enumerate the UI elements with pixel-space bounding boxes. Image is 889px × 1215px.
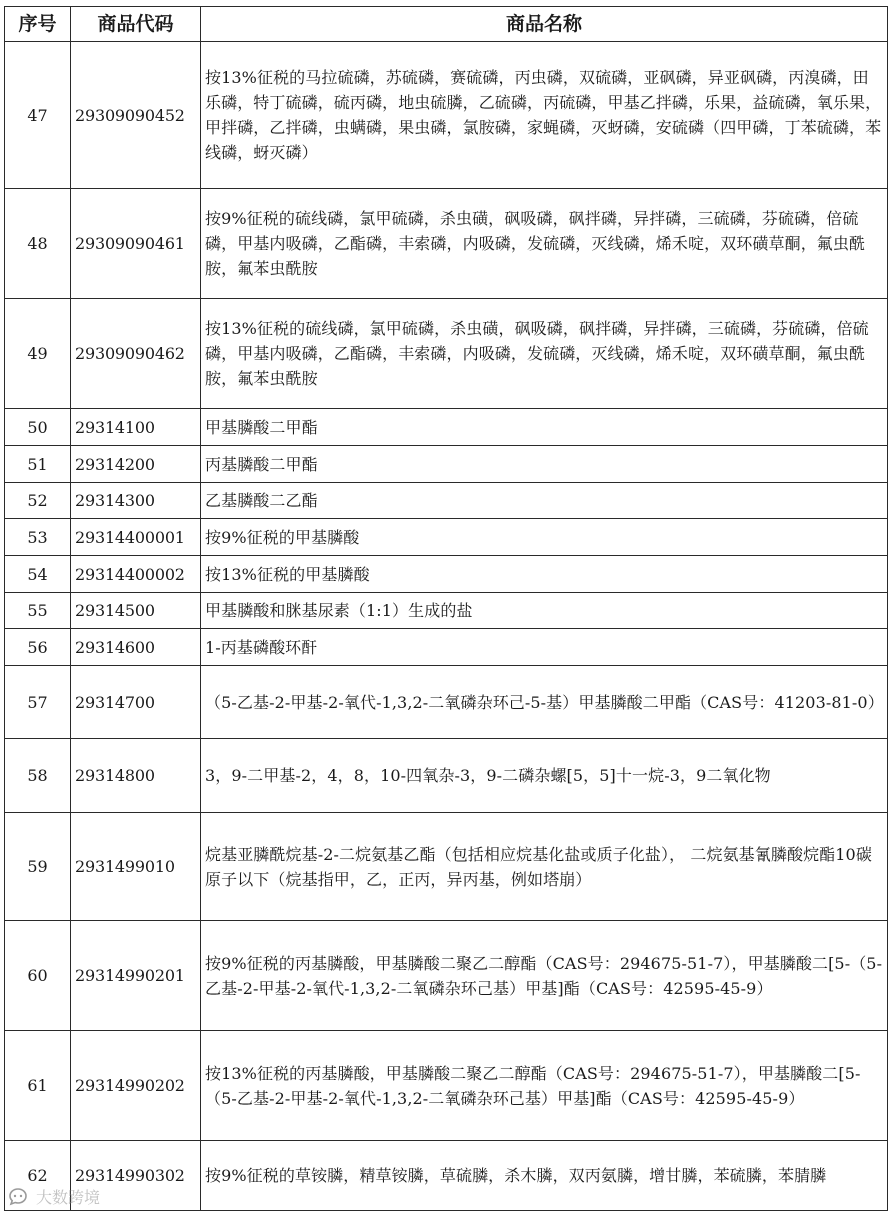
row-goods-code: 29309090462 xyxy=(71,299,201,409)
row-serial-number: 48 xyxy=(5,189,71,299)
row-goods-code: 2931499010 xyxy=(71,813,201,921)
row-goods-name: 按9%征税的丙基膦酸，甲基膦酸二聚乙二醇酯（CAS号：294675-51-7），甲基膦酸二[5-（5-乙基-2-甲基-2-氧代-1,3,2-二氧磷杂环己基）甲基]酯（CAS号：42595-45-9） xyxy=(201,921,888,1031)
row-goods-name: 1-丙基磷酸环酐 xyxy=(201,629,888,666)
watermark xyxy=(6,1184,100,1208)
table-row xyxy=(5,629,888,666)
row-serial-number: 49 xyxy=(5,299,71,409)
row-goods-code: 29314990201 xyxy=(71,921,201,1031)
row-goods-code: 29314600 xyxy=(71,629,201,666)
row-goods-code: 29314200 xyxy=(71,446,201,483)
row-serial-number: 50 xyxy=(5,409,71,446)
row-goods-name: 乙基膦酸二乙酯 xyxy=(201,483,888,519)
row-goods-code: 29314400001 xyxy=(71,519,201,556)
table-row xyxy=(5,42,888,189)
row-serial-number: 55 xyxy=(5,593,71,629)
row-goods-name: 甲基膦酸二甲酯 xyxy=(201,409,888,446)
row-goods-name: 丙基膦酸二甲酯 xyxy=(201,446,888,483)
row-goods-code: 29314990302 xyxy=(71,1141,201,1211)
row-goods-name: 甲基膦酸和脒基尿素（1:1）生成的盐 xyxy=(201,593,888,629)
row-goods-name: 按9%征税的硫线磷，氯甲硫磷，杀虫磺，砜吸磷，砜拌磷，异拌磷，三硫磷，芬硫磷，倍硫磷，甲基内吸磷，乙酯磷，丰索磷，内吸磷，发硫磷，灭线磷，烯禾啶，双环磺草酮，氟虫酰胺，氟苯虫酰胺 xyxy=(201,189,888,299)
row-goods-code: 29314100 xyxy=(71,409,201,446)
watermark-text: 大数跨境 xyxy=(36,1187,101,1207)
row-serial-number: 53 xyxy=(5,519,71,556)
row-goods-code: 29309090461 xyxy=(71,189,201,299)
row-goods-name: 按13%征税的丙基膦酸，甲基膦酸二聚乙二醇酯（CAS号：294675-51-7），甲基膦酸二[5-（5-乙基-2-甲基-2-氧代-1,3,2-二氧磷杂环己基）甲基]酯（CAS号：42595-45-9） xyxy=(201,1031,888,1141)
table-row xyxy=(5,813,888,921)
table-body xyxy=(5,42,888,1211)
table-row xyxy=(5,483,888,519)
row-goods-code: 29314800 xyxy=(71,739,201,813)
row-serial-number: 52 xyxy=(5,483,71,519)
goods-table xyxy=(4,6,888,1211)
header-goods-code: 商品代码 xyxy=(71,7,201,42)
row-goods-code: 29314700 xyxy=(71,666,201,739)
row-goods-code: 29309090452 xyxy=(71,42,201,189)
table-row xyxy=(5,1031,888,1141)
table-row xyxy=(5,556,888,593)
row-serial-number: 58 xyxy=(5,739,71,813)
row-goods-name: （5-乙基-2-甲基-2-氧代-1,3,2-二氧磷杂环己-5-基）甲基膦酸二甲酯（CAS号：41203-81-0） xyxy=(201,666,888,739)
row-serial-number: 57 xyxy=(5,666,71,739)
row-serial-number: 56 xyxy=(5,629,71,666)
row-goods-name: 3，9-二甲基-2，4，8，10-四氧杂-3，9-二磷杂螺[5，5]十一烷-3，9二氧化物 xyxy=(201,739,888,813)
row-goods-name: 按9%征税的草铵膦，精草铵膦，草硫膦，杀木膦，双丙氨膦，增甘膦，苯硫膦，苯腈膦 xyxy=(201,1141,888,1211)
table-row xyxy=(5,299,888,409)
table-row xyxy=(5,519,888,556)
row-goods-name: 烷基亚膦酰烷基-2-二烷氨基乙酯（包括相应烷基化盐或质子化盐）， 二烷氨基氰膦酸烷酯10碳原子以下（烷基指甲，乙，正丙，异丙基，例如塔崩） xyxy=(201,813,888,921)
table-row xyxy=(5,1141,888,1211)
table-header-row xyxy=(5,7,888,42)
header-serial-number: 序号 xyxy=(5,7,71,42)
speech-bubble-logo-icon xyxy=(6,1184,30,1208)
table-row xyxy=(5,409,888,446)
row-serial-number: 47 xyxy=(5,42,71,189)
row-goods-code: 29314990202 xyxy=(71,1031,201,1141)
row-goods-code: 29314400002 xyxy=(71,556,201,593)
table-row xyxy=(5,593,888,629)
row-goods-code: 29314300 xyxy=(71,483,201,519)
table-row xyxy=(5,446,888,483)
row-goods-name: 按13%征税的甲基膦酸 xyxy=(201,556,888,593)
row-serial-number: 51 xyxy=(5,446,71,483)
row-goods-code: 29314500 xyxy=(71,593,201,629)
row-serial-number: 54 xyxy=(5,556,71,593)
table-row xyxy=(5,921,888,1031)
table-row xyxy=(5,739,888,813)
row-goods-name: 按13%征税的硫线磷，氯甲硫磷，杀虫磺，砜吸磷，砜拌磷，异拌磷，三硫磷，芬硫磷，倍硫磷，甲基内吸磷，乙酯磷，丰索磷，内吸磷，发硫磷，灭线磷，烯禾啶，双环磺草酮，氟虫酰胺，氟苯虫酰胺 xyxy=(201,299,888,409)
row-goods-name: 按13%征税的马拉硫磷，苏硫磷，赛硫磷，丙虫磷，双硫磷，亚砜磷，异亚砜磷，丙溴磷，田乐磷，特丁硫磷，硫丙磷，地虫硫膦，乙硫磷，丙硫磷，甲基乙拌磷，乐果，益硫磷，氧乐果，甲拌磷，乙拌磷，虫螨磷，果虫磷，氯胺磷，家蝇磷，灭蚜磷，安硫磷（四甲磷，丁苯硫磷，苯线磷，蚜灭磷） xyxy=(201,42,888,189)
row-goods-name: 按9%征税的甲基膦酸 xyxy=(201,519,888,556)
row-serial-number: 62 xyxy=(5,1141,71,1211)
table-row xyxy=(5,189,888,299)
row-serial-number: 60 xyxy=(5,921,71,1031)
table-row xyxy=(5,666,888,739)
header-goods-name: 商品名称 xyxy=(201,7,888,42)
row-serial-number: 59 xyxy=(5,813,71,921)
row-serial-number: 61 xyxy=(5,1031,71,1141)
